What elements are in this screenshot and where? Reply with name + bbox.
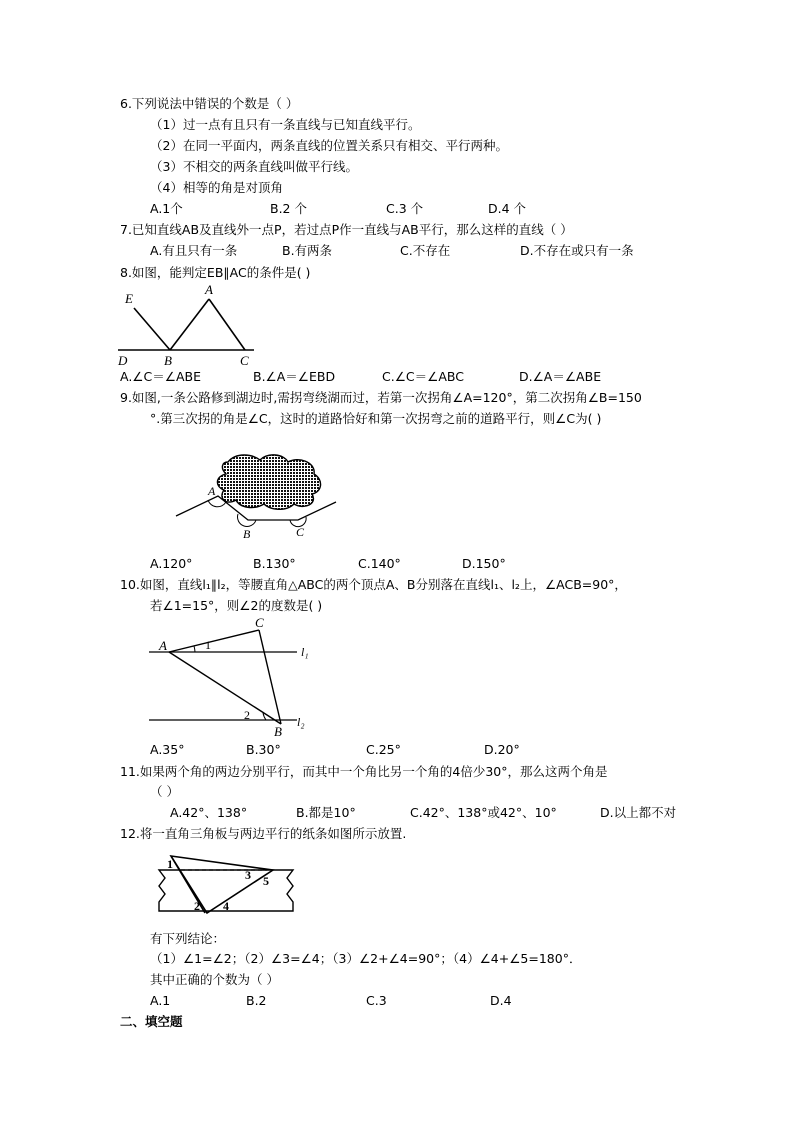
q6-stem: 6.下列说法中错误的个数是（ ） [120,96,299,111]
label-a: A [205,282,213,297]
side-ab [169,652,281,724]
segment-eb [134,308,170,350]
segment-ac [209,299,245,350]
q6-option-c: C.3 个 [386,201,424,216]
q6-option-d: D.4 个 [488,201,527,216]
q12-intro: 有下列结论： [150,931,226,946]
label-1: 1 [167,857,173,871]
q12-conclusions: （1）∠1=∠2；（2）∠3=∠4；（3）∠2+∠4=90°；（4）∠4+∠5=180°． [150,951,582,966]
q10-figure [145,614,320,738]
q9-stem-line2: °.第三次拐的角是∠C，这时的道路恰好和第一次拐弯之前的道路平行，则∠C为( ) [150,411,602,426]
q8-figure [112,282,262,368]
label-e: E [125,291,133,306]
q8-stem: 8.如图，能判定EB∥AC的条件是( ) [120,265,311,280]
q7-option-d: D.不存在或只有一条 [520,243,634,258]
label-b: B [164,353,172,368]
angle-1-arc [194,646,195,652]
q10-option-c: C.25° [366,742,401,757]
q9-stem-line1: 9.如图,一条公路修到湖边时,需拐弯绕湖而过，若第一次拐角∠A=120°，第二次拐角∠B=150 [120,390,642,405]
label-angle-2: 2 [244,708,250,722]
q9-option-c: C.140° [358,556,401,571]
q12-stem: 12.将一直角三角板与两边平行的纸条如图所示放置. [120,826,407,841]
label-l2: l₂ [297,715,305,729]
q12-option-c: C.3 [366,993,387,1008]
q11-stem: 11.如果两个角的两边分别平行，而其中一个角比另一个角的4倍少30°，那么这两个角是 [120,764,608,779]
section-heading: 二、填空题 [120,1014,183,1029]
q11-option-d: D.以上都不对 [600,805,677,820]
segment-ba [170,299,209,350]
lake [217,455,320,509]
q11-option-c: C.42°、138°或42°、10° [410,805,557,820]
q10-option-d: D.20° [484,742,520,757]
q11-paren: （ ） [150,784,179,799]
label-b: B [243,527,251,541]
label-d: D [118,353,128,368]
q6-item-4: （4）相等的角是对顶角 [150,180,283,195]
q9-option-b: B.130° [253,556,296,571]
q10-option-b: B.30° [246,742,281,757]
q6-item-3: （3）不相交的两条直线叫做平行线。 [150,159,358,174]
q10-stem-line1: 10.如图，直线l₁∥l₂，等腰直角△ABC的两个顶点A、B分别落在直线l₁、l₂上，∠ACB=90°， [120,577,627,592]
q6-item-2: （2）在同一平面内，两条直线的位置关系只有相交、平行两种。 [150,138,508,153]
q10-stem-line2: 若∠1=15°，则∠2的度数是( ) [150,598,323,613]
set-square [171,856,273,913]
q6-option-b: B.2 个 [270,201,307,216]
q6-option-a: A.1个 [150,201,183,216]
q8-option-a: A.∠C＝∠ABE [120,369,201,384]
label-a: A [208,484,216,498]
q12-option-a: A.1 [150,993,171,1008]
q9-figure [170,448,350,546]
label-b: B [274,724,282,738]
q10-option-a: A.35° [150,742,185,757]
q12-option-d: D.4 [490,993,512,1008]
label-5: 5 [263,874,269,888]
q11-option-b: B.都是10° [296,805,356,820]
q7-option-a: A.有且只有一条 [150,243,238,258]
q8-option-b: B.∠A＝∠EBD [253,369,336,384]
label-c: C [296,525,305,539]
q9-option-a: A.120° [150,556,193,571]
label-c: C [255,615,264,630]
label-angle-1: 1 [205,638,211,652]
label-l1: l₁ [301,645,309,659]
q12-question: 其中正确的个数为（ ） [150,972,279,987]
q7-option-b: B.有两条 [282,243,333,258]
q12-figure [155,852,300,916]
label-2: 2 [194,899,200,913]
label-4: 4 [223,899,229,913]
side-ac [169,630,259,652]
label-3: 3 [245,868,251,882]
q12-option-b: B.2 [246,993,267,1008]
side-cb [259,630,281,724]
label-a: A [159,638,167,653]
q9-option-d: D.150° [462,556,506,571]
q7-option-c: C.不存在 [400,243,451,258]
q7-stem: 7.已知直线AB及直线外一点P，若过点P作一直线与AB平行，那么这样的直线（ ） [120,222,573,237]
q11-option-a: A.42°、138° [170,805,248,820]
q6-item-1: （1）过一点有且只有一条直线与已知直线平行。 [150,117,421,132]
q8-option-c: C.∠C＝∠ABC [382,369,464,384]
label-c: C [240,353,249,368]
q8-option-d: D.∠A＝∠ABE [519,369,602,384]
